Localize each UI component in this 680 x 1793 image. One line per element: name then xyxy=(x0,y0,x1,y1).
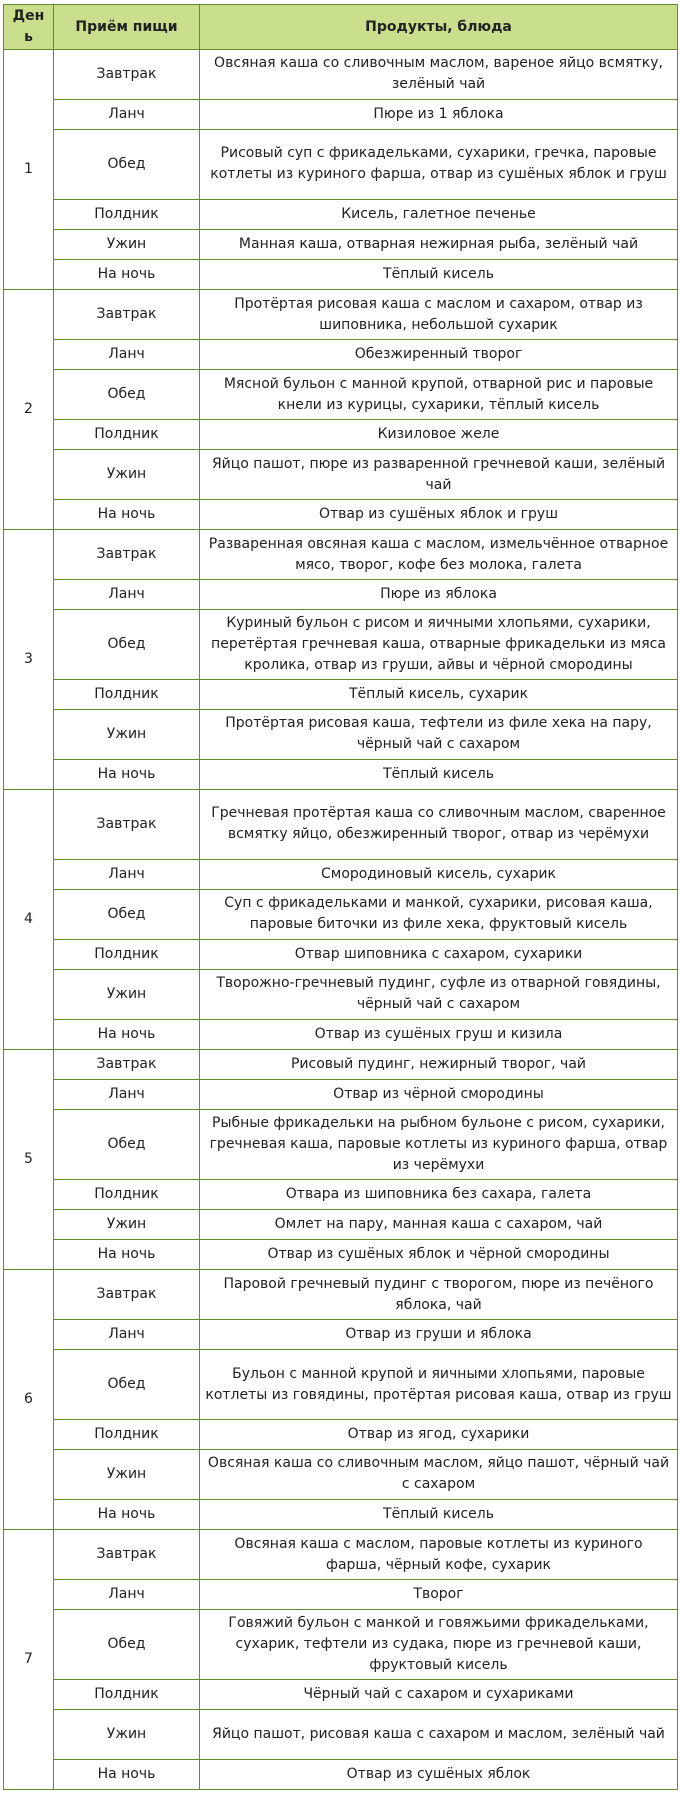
table-body xyxy=(4,50,678,1790)
meal-name-cell: Ланч xyxy=(54,580,200,610)
food-description-cell: Тёплый кисель xyxy=(200,259,678,289)
table-row xyxy=(4,1679,678,1709)
day-number-cell: 3 xyxy=(4,530,54,790)
header-row xyxy=(4,5,678,50)
meal-name-cell: Обед xyxy=(54,610,200,680)
food-description-cell: Творог xyxy=(200,1579,678,1609)
day-number-cell: 6 xyxy=(4,1270,54,1530)
day-number-cell: 1 xyxy=(4,50,54,290)
header-meal: Приём пищи xyxy=(54,5,200,50)
food-description-cell: Рыбные фрикадельки на рыбном бульоне с рисом, сухарики, гречневая каша, паровые котлеты из куриного фарша, отвар из черёмухи xyxy=(200,1110,678,1180)
table-row xyxy=(4,1270,678,1320)
food-description-cell: Паровой гречневый пудинг с творогом, пюре из печёного яблока, чай xyxy=(200,1270,678,1320)
meal-name-cell: Ланч xyxy=(54,859,200,889)
meal-name-cell: Ужин xyxy=(54,710,200,760)
meal-name-cell: Ужин xyxy=(54,1450,200,1500)
meal-name-cell: На ночь xyxy=(54,1499,200,1529)
table-row xyxy=(4,99,678,129)
table-row xyxy=(4,679,678,709)
meal-name-cell: На ночь xyxy=(54,759,200,789)
meal-name-cell: На ночь xyxy=(54,1019,200,1049)
table-header xyxy=(4,5,678,50)
table-row xyxy=(4,1450,678,1500)
table-row xyxy=(4,939,678,969)
food-description-cell: Обезжиренный творог xyxy=(200,339,678,369)
meal-name-cell: Завтрак xyxy=(54,1530,200,1580)
meal-name-cell: Полдник xyxy=(54,1419,200,1449)
food-description-cell: Яйцо пашот, пюре из разваренной гречневой каши, зелёный чай xyxy=(200,450,678,500)
meal-name-cell: Обед xyxy=(54,370,200,420)
food-description-cell: Говяжий бульон с манкой и говяжьими фрикадельками, сухарик, тефтели из судака, пюре из гречневой каши, фруктовый кисель xyxy=(200,1610,678,1680)
table-row xyxy=(4,1419,678,1449)
meal-name-cell: Ужин xyxy=(54,1709,200,1759)
table-row xyxy=(4,130,678,200)
table-row xyxy=(4,1610,678,1680)
table-row xyxy=(4,420,678,450)
table-row xyxy=(4,889,678,939)
food-description-cell: Суп с фрикадельками и манкой, сухарики, рисовая каша, паровые биточки из филе хека, фруктовый кисель xyxy=(200,889,678,939)
food-description-cell: Кисель, галетное печенье xyxy=(200,199,678,229)
food-description-cell: Кизиловое желе xyxy=(200,420,678,450)
meal-name-cell: Полдник xyxy=(54,1179,200,1209)
food-description-cell: Отвар из сушёных яблок xyxy=(200,1759,678,1789)
day-number-cell: 7 xyxy=(4,1530,54,1790)
meal-name-cell: Ужин xyxy=(54,1209,200,1239)
food-description-cell: Отвара из шиповника без сахара, галета xyxy=(200,1179,678,1209)
meal-name-cell: Ланч xyxy=(54,339,200,369)
meal-name-cell: На ночь xyxy=(54,500,200,530)
table-row xyxy=(4,1080,678,1110)
table-row xyxy=(4,339,678,369)
food-description-cell: Отвар из груши и яблока xyxy=(200,1320,678,1350)
food-description-cell: Чёрный чай с сахаром и сухариками xyxy=(200,1679,678,1709)
meal-name-cell: Ланч xyxy=(54,1080,200,1110)
table-row xyxy=(4,290,678,340)
table-row xyxy=(4,229,678,259)
meal-name-cell: На ночь xyxy=(54,1759,200,1789)
food-description-cell: Протёртая рисовая каша с маслом и сахаром, отвар из шиповника, небольшой сухарик xyxy=(200,290,678,340)
food-description-cell: Тёплый кисель xyxy=(200,1499,678,1529)
meal-name-cell: Полдник xyxy=(54,1679,200,1709)
table-row xyxy=(4,759,678,789)
table-row xyxy=(4,1320,678,1350)
table-row xyxy=(4,1759,678,1789)
food-description-cell: Отвар из сушёных яблок и груш xyxy=(200,500,678,530)
table-row xyxy=(4,450,678,500)
table-row xyxy=(4,1350,678,1420)
meal-name-cell: Завтрак xyxy=(54,530,200,580)
food-description-cell: Куриный бульон с рисом и яичными хлопьями, сухарики, перетёртая гречневая каша, отварные фрикадельки из мяса кролика, отвар из груши, айвы и чёрной смородины xyxy=(200,610,678,680)
day-number-cell: 5 xyxy=(4,1049,54,1269)
food-description-cell: Бульон с манной крупой и яичными хлопьями, паровые котлеты из говядины, протёртая рисовая каша, отвар из груш xyxy=(200,1350,678,1420)
food-description-cell: Овсяная каша с маслом, паровые котлеты из куриного фарша, чёрный кофе, сухарик xyxy=(200,1530,678,1580)
table-row xyxy=(4,1499,678,1529)
food-description-cell: Творожно-гречневый пудинг, суфле из отварной говядины, чёрный чай с сахаром xyxy=(200,969,678,1019)
food-description-cell: Тёплый кисель, сухарик xyxy=(200,679,678,709)
table-row xyxy=(4,370,678,420)
table-row xyxy=(4,1179,678,1209)
table-row xyxy=(4,580,678,610)
table-row xyxy=(4,1209,678,1239)
table-row xyxy=(4,610,678,680)
meal-name-cell: Обед xyxy=(54,1110,200,1180)
food-description-cell: Овсяная каша со сливочным маслом, яйцо пашот, чёрный чай с сахаром xyxy=(200,1450,678,1500)
meal-name-cell: Ланч xyxy=(54,1320,200,1350)
meal-name-cell: Завтрак xyxy=(54,290,200,340)
table-row xyxy=(4,1110,678,1180)
meal-name-cell: Ланч xyxy=(54,1579,200,1609)
food-description-cell: Разваренная овсяная каша с маслом, измельчённое отварное мясо, творог, кофе без молока, галета xyxy=(200,530,678,580)
meal-name-cell: Ланч xyxy=(54,99,200,129)
meal-name-cell: Обед xyxy=(54,1350,200,1420)
meal-name-cell: Обед xyxy=(54,889,200,939)
table-row xyxy=(4,500,678,530)
diet-menu-table xyxy=(3,4,678,1790)
meal-name-cell: Ужин xyxy=(54,229,200,259)
food-description-cell: Протёртая рисовая каша, тефтели из филе хека на пару, чёрный чай с сахаром xyxy=(200,710,678,760)
meal-name-cell: Полдник xyxy=(54,939,200,969)
food-description-cell: Яйцо пашот, рисовая каша с сахаром и маслом, зелёный чай xyxy=(200,1709,678,1759)
day-number-cell: 4 xyxy=(4,790,54,1050)
table-row xyxy=(4,1709,678,1759)
header-day: День xyxy=(4,5,54,50)
food-description-cell: Манная каша, отварная нежирная рыба, зелёный чай xyxy=(200,229,678,259)
food-description-cell: Рисовый суп с фрикадельками, сухарики, гречка, паровые котлеты из куриного фарша, отвар из сушёных яблок и груш xyxy=(200,130,678,200)
food-description-cell: Пюре из яблока xyxy=(200,580,678,610)
food-description-cell: Отвар шиповника с сахаром, сухарики xyxy=(200,939,678,969)
food-description-cell: Омлет на пару, манная каша с сахаром, чай xyxy=(200,1209,678,1239)
meal-name-cell: Полдник xyxy=(54,420,200,450)
food-description-cell: Отвар из сушёных яблок и чёрной смородины xyxy=(200,1240,678,1270)
food-description-cell: Отвар из ягод, сухарики xyxy=(200,1419,678,1449)
table-row xyxy=(4,50,678,100)
meal-name-cell: Завтрак xyxy=(54,790,200,860)
food-description-cell: Отвар из сушёных груш и кизила xyxy=(200,1019,678,1049)
meal-name-cell: На ночь xyxy=(54,1240,200,1270)
header-food: Продукты, блюда xyxy=(200,5,678,50)
food-description-cell: Рисовый пудинг, нежирный творог, чай xyxy=(200,1049,678,1079)
meal-name-cell: Завтрак xyxy=(54,1270,200,1320)
day-number-cell: 2 xyxy=(4,290,54,530)
food-description-cell: Смородиновый кисель, сухарик xyxy=(200,859,678,889)
food-description-cell: Отвар из чёрной смородины xyxy=(200,1080,678,1110)
meal-name-cell: Ужин xyxy=(54,450,200,500)
table-row xyxy=(4,1579,678,1609)
meal-name-cell: На ночь xyxy=(54,259,200,289)
meal-name-cell: Обед xyxy=(54,130,200,200)
table-row xyxy=(4,1530,678,1580)
meal-name-cell: Полдник xyxy=(54,199,200,229)
food-description-cell: Овсяная каша со сливочным маслом, вареное яйцо всмятку, зелёный чай xyxy=(200,50,678,100)
food-description-cell: Гречневая протёртая каша со сливочным маслом, сваренное всмятку яйцо, обезжиренный творог, отвар из черёмухи xyxy=(200,790,678,860)
table-row xyxy=(4,1049,678,1079)
food-description-cell: Пюре из 1 яблока xyxy=(200,99,678,129)
food-description-cell: Мясной бульон с манной крупой, отварной рис и паровые кнели из курицы, сухарики, тёплый кисель xyxy=(200,370,678,420)
table-row xyxy=(4,259,678,289)
meal-name-cell: Завтрак xyxy=(54,50,200,100)
table-row xyxy=(4,710,678,760)
meal-name-cell: Ужин xyxy=(54,969,200,1019)
table-row xyxy=(4,790,678,860)
meal-name-cell: Полдник xyxy=(54,679,200,709)
food-description-cell: Тёплый кисель xyxy=(200,759,678,789)
table-row xyxy=(4,1240,678,1270)
table-row xyxy=(4,859,678,889)
meal-name-cell: Завтрак xyxy=(54,1049,200,1079)
meal-name-cell: Обед xyxy=(54,1610,200,1680)
table-row xyxy=(4,969,678,1019)
table-row xyxy=(4,1019,678,1049)
table-row xyxy=(4,199,678,229)
table-row xyxy=(4,530,678,580)
